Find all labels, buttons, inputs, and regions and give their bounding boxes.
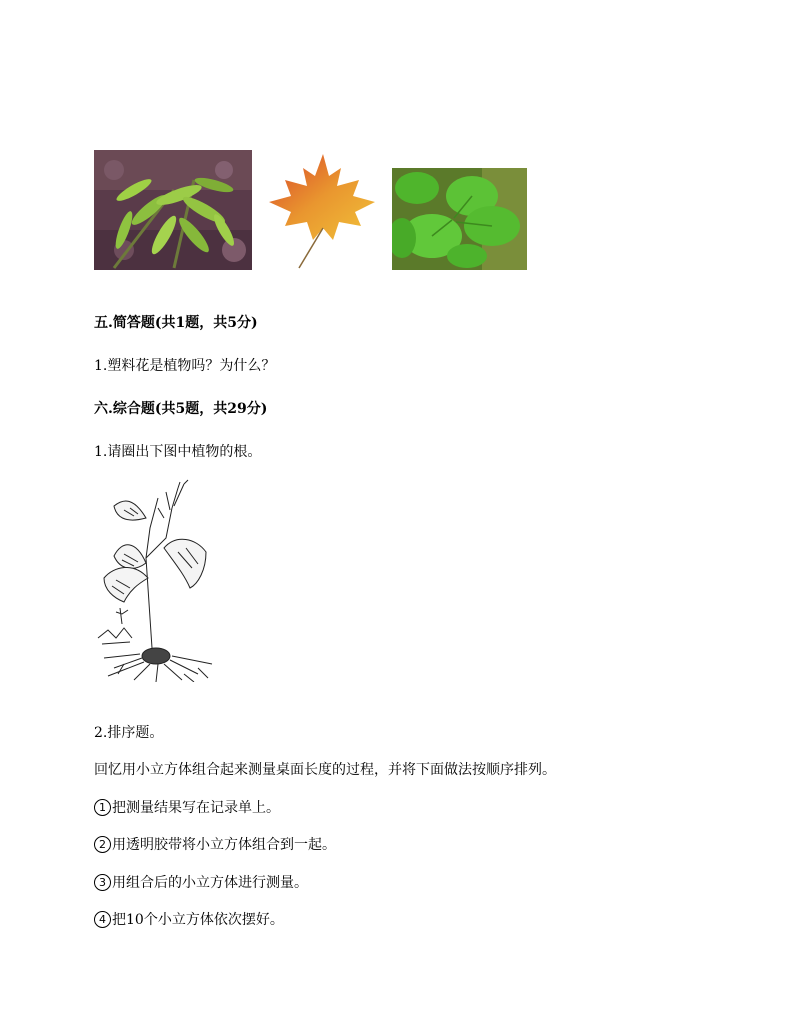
section-5-heading: 五.简答题(共1题，共5分) xyxy=(94,315,258,331)
plant-with-roots-drawing xyxy=(94,478,224,682)
step-text-3: 用组合后的小立方体进行测量。 xyxy=(112,875,308,891)
green-leaves-photo xyxy=(392,168,527,270)
step-number-4: 4 xyxy=(94,911,111,928)
bamboo-leaves-photo xyxy=(94,150,252,270)
question-5-1: 1.塑料花是植物吗？为什么？ xyxy=(94,358,276,374)
question-6-1: 1.请圈出下图中植物的根。 xyxy=(94,444,262,460)
step-number-1: 1 xyxy=(94,799,111,816)
step-number-2: 2 xyxy=(94,836,111,853)
question-6-2-intro: 回忆用小立方体组合起来测量桌面长度的过程，并将下面做法按顺序排列。 xyxy=(94,762,556,778)
step-text-1: 把测量结果写在记录单上。 xyxy=(112,800,280,816)
step-text-4: 把10个小立方体依次摆好。 xyxy=(112,912,284,928)
section-6-heading: 六.综合题(共5题，共29分) xyxy=(94,401,268,417)
step-item-1 xyxy=(94,798,280,818)
question-6-2-title: 2.排序题。 xyxy=(94,725,164,741)
maple-leaf-photo xyxy=(263,146,381,270)
step-item-4 xyxy=(94,910,284,930)
step-item-2 xyxy=(94,835,336,855)
step-item-3 xyxy=(94,873,308,893)
step-text-2: 用透明胶带将小立方体组合到一起。 xyxy=(112,837,336,853)
step-number-3: 3 xyxy=(94,874,111,891)
